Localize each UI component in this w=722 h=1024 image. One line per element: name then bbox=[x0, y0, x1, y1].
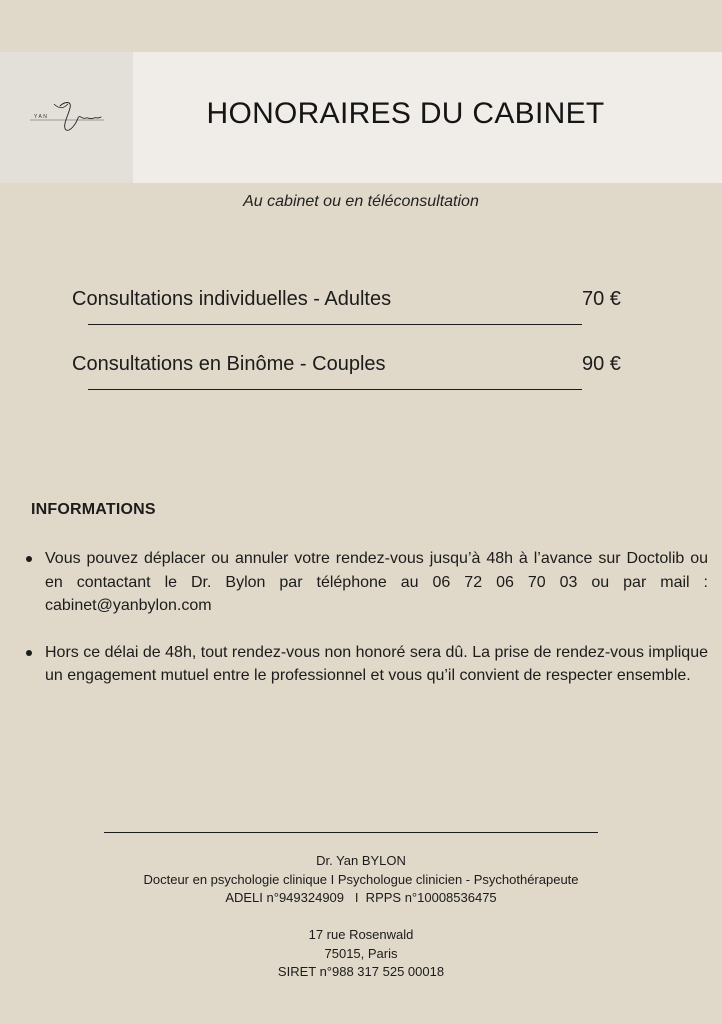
bullet-icon bbox=[26, 650, 32, 656]
informations-list bbox=[22, 547, 708, 711]
informations-heading: INFORMATIONS bbox=[31, 501, 156, 518]
page-title: HONORAIRES DU CABINET bbox=[206, 97, 605, 130]
fee-row bbox=[72, 288, 632, 328]
list-item bbox=[22, 641, 708, 688]
logo-first-name: YAN bbox=[34, 114, 49, 120]
footer-name: Dr. Yan BYLON bbox=[316, 853, 406, 868]
footer-ids: ADELI n°949324909 I RPPS n°10008536475 bbox=[225, 890, 497, 905]
signature-logo-icon bbox=[24, 92, 110, 142]
bullet-icon bbox=[26, 556, 32, 562]
footer-identity bbox=[0, 852, 722, 908]
fee-label: Consultations en Binôme - Couples bbox=[72, 353, 386, 375]
info-text: Vous pouvez déplacer ou annuler votre rendez-vous jusqu’à 48h à l’avance sur Doctolib ou en contactant le Dr. Bylon par téléphone au 06 72 06 70 03 ou par mail : cabinet@yanbylon.com bbox=[45, 550, 708, 614]
page-subtitle: Au cabinet ou en téléconsultation bbox=[243, 193, 479, 210]
fee-price: 90 € bbox=[582, 353, 621, 375]
footer-street: 17 rue Rosenwald bbox=[308, 927, 414, 942]
fee-divider bbox=[88, 324, 582, 325]
info-text: Hors ce délai de 48h, tout rendez-vous non honoré sera dû. La prise de rendez-vous implique un engagement mutuel entre le professionnel et vous qu’il convient de respecter ensemble. bbox=[45, 643, 708, 684]
fee-divider bbox=[88, 389, 582, 390]
footer-city: 75015, Paris bbox=[324, 945, 398, 961]
footer-siret: SIRET n°988 317 525 00018 bbox=[277, 964, 445, 979]
fee-label: Consultations individuelles - Adultes bbox=[72, 288, 392, 310]
fee-row bbox=[72, 353, 632, 393]
logo bbox=[0, 52, 133, 183]
list-item bbox=[22, 547, 708, 618]
footer-address bbox=[0, 926, 722, 982]
footer-titles: Docteur en psychologie clinique I Psychologue clinicien - Psychothérapeute bbox=[143, 871, 579, 887]
fee-price: 70 € bbox=[582, 288, 621, 310]
footer-divider bbox=[104, 832, 598, 833]
